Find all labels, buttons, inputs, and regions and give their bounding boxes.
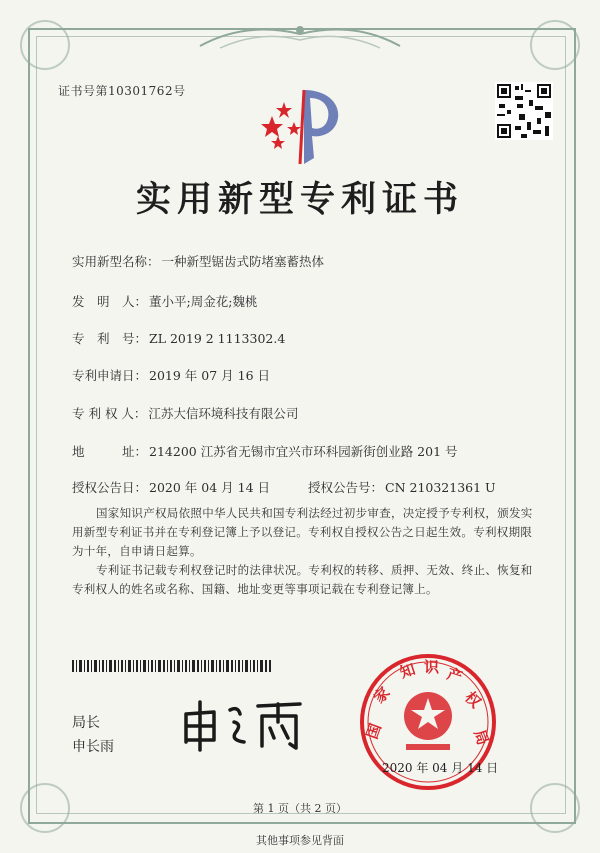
field-label: 专利申请日： — [72, 368, 148, 383]
footer-note: 其他事项参见背面 — [256, 834, 344, 847]
svg-text:国: 国 — [362, 721, 385, 742]
certificate-number: 证书号第10301762号 — [58, 84, 186, 98]
field-value: 2020 年 04 月 14 日 — [149, 480, 271, 495]
director-signature-icon — [178, 696, 308, 754]
svg-text:局: 局 — [470, 727, 493, 748]
field-value: 一种新型锯齿式防堵塞蓄热体 — [161, 254, 325, 269]
body-paragraph: 专利证书记载专利权登记时的法律状况。专利权的转移、质押、无效、终止、恢复和专利权人的姓名或名称、国籍、地址变更等事项记载在专利登记簿上。 — [72, 563, 533, 596]
field-value: CN 210321361 U — [385, 480, 496, 495]
field-patent-number — [72, 329, 285, 347]
field-label: 发 明 人： — [72, 294, 148, 309]
field-label: 地 址： — [72, 444, 148, 459]
patent-office-logo-icon — [258, 78, 348, 168]
field-label: 专 利 权 人： — [72, 406, 147, 421]
director-title: 局长 — [72, 715, 100, 731]
svg-text:知: 知 — [397, 660, 418, 682]
body-paragraph: 国家知识产权局依照中华人民共和国专利法经过初步审查，决定授予专利权，颁发实用新型专利证书并在专利登记簿上予以登记。专利权自授权公告之日起生效。专利权期限为十年，自申请日起算。 — [72, 506, 533, 558]
certificate-title: 实用新型专利证书 — [135, 179, 464, 220]
seal-date: 2020 年 04 月 14 日 — [382, 761, 499, 775]
qr-code-icon — [495, 82, 553, 140]
field-patentee — [72, 404, 298, 422]
field-address — [72, 442, 458, 460]
field-grant-number — [308, 478, 496, 496]
field-label: 授权公告号： — [308, 480, 384, 495]
page-indicator: 第 1 页（共 2 页） — [253, 802, 347, 815]
field-value: 江苏大信环境科技有限公司 — [148, 406, 299, 421]
field-value: 214200 江苏省无锡市宜兴市环科园新街创业路 201 号 — [149, 444, 458, 459]
field-label: 专 利 号： — [72, 331, 148, 346]
field-value: ZL 2019 2 1113302.4 — [149, 331, 286, 346]
svg-text:产: 产 — [444, 664, 465, 687]
field-label: 授权公告日： — [72, 480, 148, 495]
field-model-name — [72, 252, 324, 270]
field-value: 2019 年 07 月 16 日 — [149, 368, 271, 383]
barcode-icon — [72, 660, 272, 672]
field-inventor — [72, 292, 257, 310]
top-ornament-icon — [190, 16, 410, 56]
field-value: 董小平;周金花;魏桃 — [149, 294, 258, 309]
field-filing-date — [72, 366, 270, 384]
field-label: 实用新型名称： — [72, 254, 160, 269]
corner-ornament — [20, 20, 70, 70]
corner-ornament — [530, 20, 580, 70]
svg-text:权: 权 — [461, 688, 485, 712]
field-grant-date — [72, 478, 270, 496]
svg-text:家: 家 — [370, 683, 394, 707]
director-name: 申长雨 — [72, 739, 114, 755]
svg-text:识: 识 — [424, 658, 440, 676]
